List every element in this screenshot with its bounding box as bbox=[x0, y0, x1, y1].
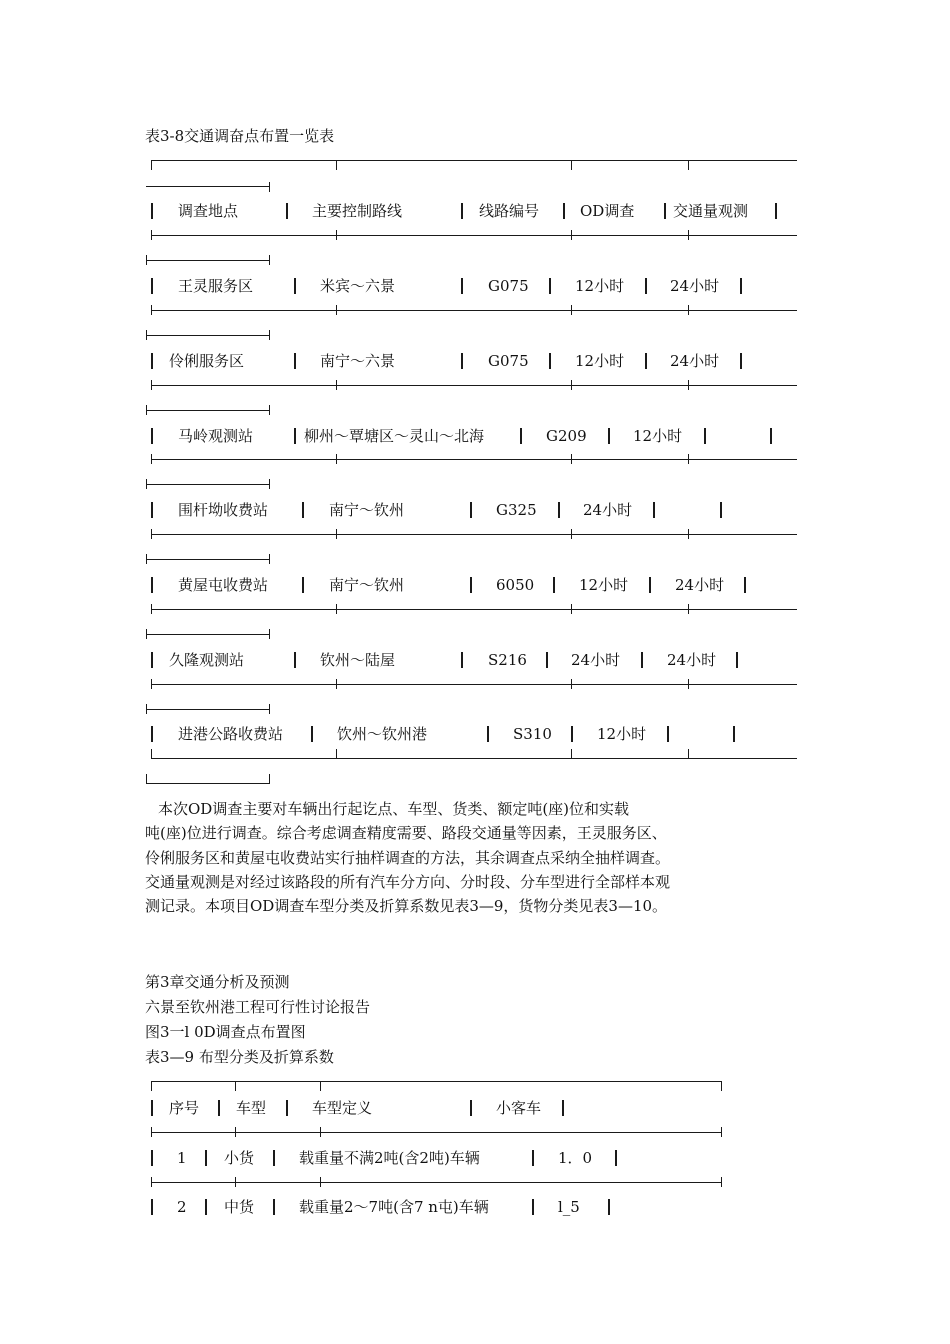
cell-route: 米宾～六景 bbox=[320, 277, 396, 295]
cell-od-survey: 12小时 bbox=[575, 352, 625, 370]
header-main-route: 主要控制路线 bbox=[312, 202, 403, 220]
cell-location: 马岭观测站 bbox=[178, 427, 254, 445]
cell-location: 黄屋屯收费站 bbox=[178, 576, 269, 594]
header-survey-location: 调查地点 bbox=[178, 202, 239, 220]
cell-traffic-observation: 24小时 bbox=[670, 277, 720, 295]
cell-location: 围杆坳收费站 bbox=[178, 501, 269, 519]
cell-location: 久隆观测站 bbox=[169, 651, 245, 669]
figure-caption: 图3一l 0D调查点布置图 bbox=[145, 1023, 306, 1041]
report-title: 六景至钦州港工程可行性讨论报告 bbox=[145, 998, 371, 1016]
cell-coefficient: l_5 bbox=[558, 1198, 580, 1216]
cell-od-survey: 12小时 bbox=[597, 725, 647, 743]
cell-od-survey: 24小时 bbox=[571, 651, 621, 669]
body-paragraph bbox=[145, 797, 745, 918]
cell-od-survey: 12小时 bbox=[579, 576, 629, 594]
cell-location: 王灵服务区 bbox=[178, 277, 254, 295]
cell-route-code: 6050 bbox=[496, 576, 535, 594]
cell-coefficient: 1．0 bbox=[558, 1149, 593, 1167]
cell-route: 南宁～六景 bbox=[320, 352, 396, 370]
paragraph-line: 交通量观测是对经过该路段的所有汽车分方向、分时段、分车型进行全部样本观 bbox=[145, 872, 671, 891]
cell-location: 伶俐服务区 bbox=[169, 352, 245, 370]
cell-route: 南宁～钦州 bbox=[329, 576, 405, 594]
cell-route: 饮州～钦州港 bbox=[337, 725, 428, 743]
header-definition: 车型定义 bbox=[312, 1099, 373, 1117]
paragraph-line: 吨(座)位进行调查。综合考虑调查精度需要、路段交通量等因素，王灵服务区、 bbox=[145, 824, 667, 843]
cell-route-code: G075 bbox=[488, 277, 529, 295]
cell-route-code: G075 bbox=[488, 352, 529, 370]
cell-od-survey: 12小时 bbox=[633, 427, 683, 445]
header-traffic-observation: 交通量观测 bbox=[673, 202, 749, 220]
cell-route-code: G325 bbox=[496, 501, 537, 519]
header-od-survey: OD调查 bbox=[580, 202, 635, 220]
table-caption: 表3-8交通调奋点布置一览表 bbox=[145, 127, 335, 145]
cell-traffic-observation: 24小时 bbox=[670, 352, 720, 370]
cell-traffic-observation: 24小时 bbox=[675, 576, 725, 594]
paragraph-line: 伶俐服务区和黄屋屯收费站实行抽样调查的方法，其余调查点采纳全抽样调查。 bbox=[145, 848, 671, 867]
cell-route-code: G209 bbox=[546, 427, 587, 445]
header-vehicle-type: 车型 bbox=[236, 1099, 267, 1117]
cell-definition: 载重量不满2吨(含2吨)车辆 bbox=[299, 1149, 480, 1167]
paragraph-line: 测记录。本项目OD调查车型分类及折算系数见表3—9，货物分类见表3—10。 bbox=[145, 897, 668, 916]
chapter-heading: 第3章交通分析及预测 bbox=[145, 973, 290, 991]
cell-traffic-observation: 24小时 bbox=[667, 651, 717, 669]
cell-route-code: S216 bbox=[488, 651, 527, 669]
cell-route: 钦州～陆屋 bbox=[320, 651, 396, 669]
cell-index: 2 bbox=[177, 1198, 187, 1216]
cell-index: 1 bbox=[177, 1149, 187, 1167]
paragraph-line: 本次OD调查主要对车辆出行起讫点、车型、货类、额定吨(座)位和实载 bbox=[158, 800, 630, 818]
cell-od-survey: 12小时 bbox=[575, 277, 625, 295]
cell-route: 柳州～覃塘区～灵山～北海 bbox=[304, 427, 485, 445]
header-passenger-car: 小客车 bbox=[496, 1099, 542, 1117]
cell-definition: 载重量2～7吨(含7 n屯)车辆 bbox=[299, 1198, 489, 1216]
cell-vehicle-type: 中货 bbox=[224, 1198, 255, 1216]
header-index: 序号 bbox=[169, 1099, 200, 1117]
table-caption: 表3—9 布型分类及折算系数 bbox=[145, 1048, 334, 1066]
cell-od-survey: 24小时 bbox=[583, 501, 633, 519]
cell-route-code: S310 bbox=[513, 725, 552, 743]
cell-vehicle-type: 小货 bbox=[224, 1149, 255, 1167]
cell-location: 进港公路收费站 bbox=[178, 725, 284, 743]
header-route-code: 线路编号 bbox=[479, 202, 540, 220]
cell-route: 南宁～钦州 bbox=[329, 501, 405, 519]
